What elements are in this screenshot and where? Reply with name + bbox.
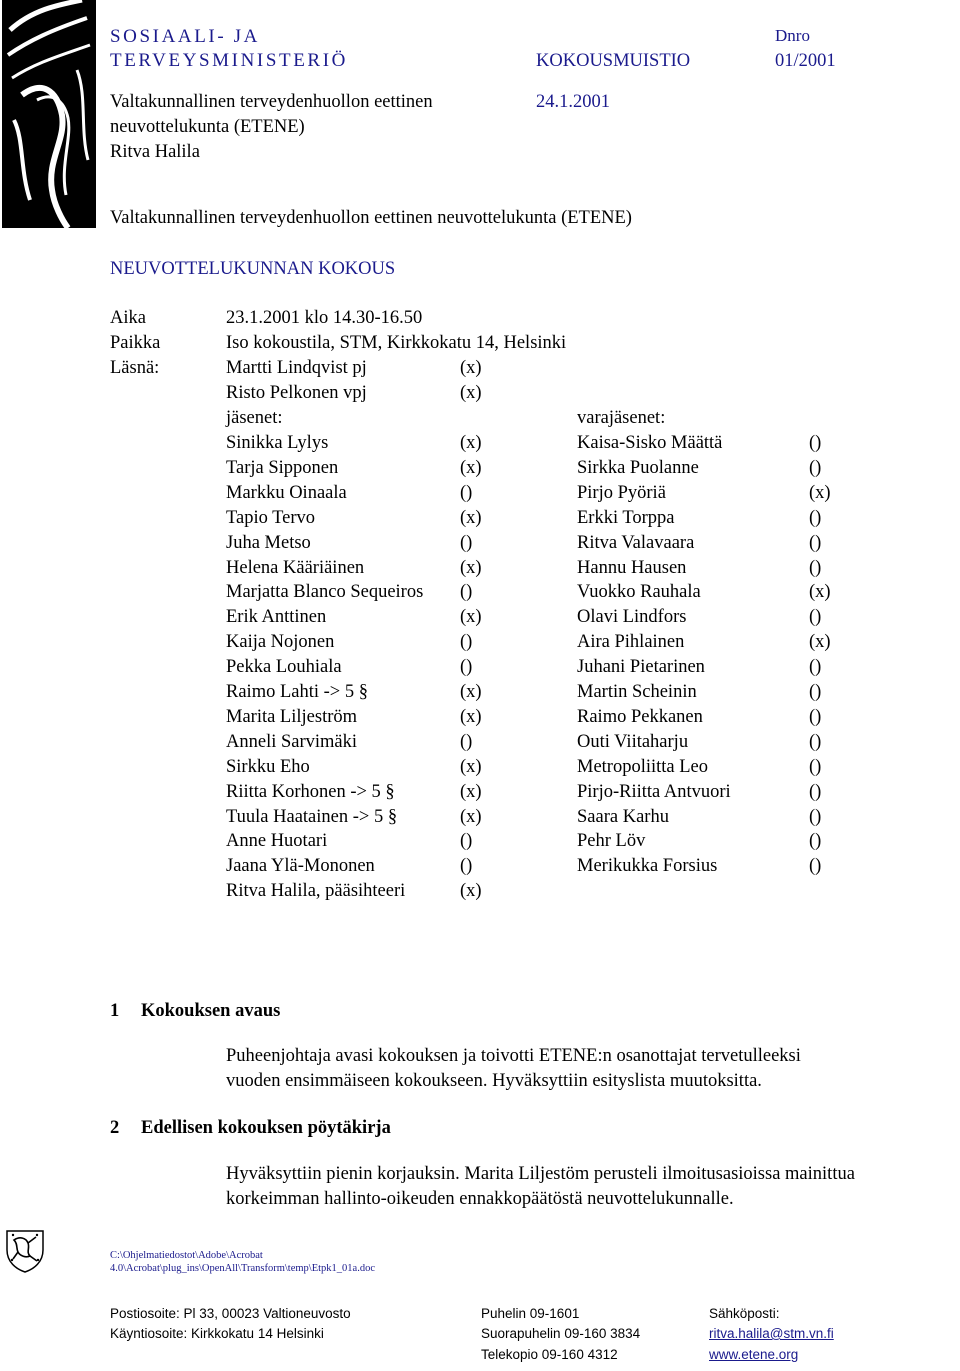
section-2-title: Edellisen kokouksen pöytäkirja: [141, 1118, 391, 1138]
deputy-mark: (): [809, 433, 822, 453]
member-name: Marjatta Blanco Sequeiros: [226, 582, 424, 603]
email-label: Sähköposti:: [709, 1306, 780, 1321]
deputy-name: Pirjo-Riitta Antvuori: [577, 781, 731, 802]
deputy-name: Aira Pihlainen: [577, 632, 685, 653]
section-2-line1: Hyväksyttiin pienin korjauksin. Marita Liljestöm perusteli ilmoitusasioissa mainittua: [226, 1164, 855, 1184]
member-name: Riitta Korhonen -> 5 §: [226, 781, 395, 802]
member-name: Anne Huotari: [226, 831, 328, 852]
member-name: Kaija Nojonen: [226, 632, 335, 653]
deputy-mark: (): [809, 607, 822, 628]
member-name: Anneli Sarvimäki: [226, 731, 358, 752]
member-mark: (x): [460, 806, 482, 827]
logo-swirl-icon: [2, 0, 96, 228]
deputy-name: Pirjo Pyöriä: [577, 482, 666, 503]
member-mark: (): [460, 731, 473, 752]
deputy-mark: (): [809, 457, 822, 478]
present-label: Läsnä:: [110, 358, 160, 378]
ministry-name-line1: SOSIAALI- JA: [110, 26, 260, 47]
dnro-value: 01/2001: [775, 51, 836, 71]
section-1-number: 1: [110, 1001, 120, 1021]
fax: Telekopio 09-160 4312: [481, 1347, 618, 1362]
ministry-name-line2: TERVEYSMINISTERIÖ: [110, 50, 348, 71]
member-mark: (x): [460, 433, 482, 453]
section-1-line2: vuoden ensimmäiseen kokoukseen. Hyväksyttiin esityslista muutoksitta.: [226, 1071, 762, 1091]
member-name: Erik Anttinen: [226, 607, 327, 628]
deputy-name: Merikukka Forsius: [577, 856, 718, 877]
phone: Puhelin 09-1601: [481, 1306, 580, 1321]
member-mark: (x): [460, 557, 482, 578]
sender-line3: Ritva Halila: [110, 142, 200, 162]
chair-name: Martti Lindqvist pj: [226, 358, 367, 378]
member-mark: (): [460, 831, 473, 852]
member-name: Pekka Louhiala: [226, 657, 342, 678]
ministry-logo-graphic: [2, 0, 96, 228]
member-mark: (x): [460, 781, 482, 802]
member-mark: (): [460, 582, 473, 603]
deputy-name: Ritva Valavaara: [577, 532, 695, 553]
email-link[interactable]: ritva.halila@stm.vn.fi: [709, 1326, 834, 1341]
deputy-mark: (): [809, 856, 822, 877]
member-name: Tuula Haatainen -> 5 §: [226, 806, 398, 827]
place-label: Paikka: [110, 333, 161, 353]
deputy-name: Saara Karhu: [577, 806, 669, 827]
section-2-number: 2: [110, 1118, 120, 1138]
board-name: Valtakunnallinen terveydenhuollon eettinen neuvottelukunta (ETENE): [110, 208, 632, 228]
deputy-mark: (): [809, 806, 822, 827]
deputy-mark: (): [809, 682, 822, 702]
vice-chair-name: Risto Pelkonen vpj: [226, 383, 367, 403]
member-mark: (x): [460, 607, 482, 628]
deputy-name: Raimo Pekkanen: [577, 706, 703, 727]
document-type: KOKOUSMUISTIO: [536, 51, 691, 71]
file-path-line1: C:\Ohjelmatiedostot\Adobe\Acrobat: [110, 1250, 263, 1261]
member-name: Sirkku Eho: [226, 756, 310, 777]
members-header: jäsenet:: [226, 408, 283, 428]
deputy-name: Erkki Torppa: [577, 507, 675, 528]
deputy-name: Juhani Pietarinen: [577, 657, 705, 678]
deputy-mark: (): [809, 831, 822, 852]
sender-line2: neuvottelukunta (ETENE): [110, 117, 305, 137]
member-mark: (x): [460, 457, 482, 478]
vice-chair-mark: (x): [460, 383, 482, 403]
document-date: 24.1.2001: [536, 92, 610, 112]
chair-mark: (x): [460, 358, 482, 378]
direct-phone: Suorapuhelin 09-160 3834: [481, 1326, 641, 1341]
deputy-mark: (): [809, 657, 822, 678]
member-mark: (): [460, 632, 473, 653]
member-mark: (): [460, 482, 473, 503]
deputy-name: Pehr Löv: [577, 831, 646, 852]
deputy-name: Sirkka Puolanne: [577, 457, 699, 478]
member-mark: (x): [460, 682, 482, 702]
member-mark: (x): [460, 756, 482, 777]
deputy-mark: (x): [809, 632, 831, 653]
deputy-mark: (): [809, 756, 822, 777]
deputy-mark: (): [809, 731, 822, 752]
dnro-label: Dnro: [775, 26, 810, 45]
member-name: Helena Kääriäinen: [226, 557, 365, 578]
member-name: Jaana Ylä-Mononen: [226, 856, 375, 877]
member-name: Tapio Tervo: [226, 507, 316, 528]
member-mark: (): [460, 532, 473, 553]
place-value: Iso kokoustila, STM, Kirkkokatu 14, Helsinki: [226, 333, 567, 353]
file-path-line2: 4.0\Acrobat\plug_ins\OpenAll\Transform\temp\Etpk1_01a.doc: [110, 1263, 375, 1274]
sender-line1: Valtakunnallinen terveydenhuollon eettinen: [110, 92, 433, 112]
meeting-title: NEUVOTTELUKUNNAN KOKOUS: [110, 259, 396, 279]
member-mark: (): [460, 856, 473, 877]
section-1-line1: Puheenjohtaja avasi kokouksen ja toivotti ETENE:n osanottajat tervetulleeksi: [226, 1046, 801, 1066]
deputy-mark: (): [809, 532, 822, 553]
time-value: 23.1.2001 klo 14.30-16.50: [226, 308, 423, 328]
member-name: Markku Oinaala: [226, 482, 347, 503]
member-mark: (x): [460, 881, 482, 902]
coat-of-arms-icon: [4, 1228, 46, 1279]
deputy-mark: (): [809, 557, 822, 578]
deputy-name: Outi Viitaharju: [577, 731, 689, 752]
member-name: Raimo Lahti -> 5 §: [226, 682, 368, 702]
deputy-mark: (): [809, 706, 822, 727]
deputies-header: varajäsenet:: [577, 408, 666, 428]
time-label: Aika: [110, 308, 146, 328]
deputy-mark: (x): [809, 582, 831, 603]
section-2-line2: korkeimman hallinto-oikeuden ennakkopäätöstä neuvottelukunnalle.: [226, 1189, 734, 1209]
member-name: Tarja Sipponen: [226, 457, 339, 478]
deputy-name: Hannu Hausen: [577, 557, 687, 578]
website-link[interactable]: www.etene.org: [709, 1347, 799, 1362]
deputy-name: Kaisa-Sisko Määttä: [577, 433, 723, 453]
deputy-mark: (): [809, 507, 822, 528]
member-name: Sinikka Lylys: [226, 433, 329, 453]
postal-address: Postiosoite: Pl 33, 00023 Valtioneuvosto: [110, 1306, 351, 1321]
member-mark: (x): [460, 706, 482, 727]
member-mark: (x): [460, 507, 482, 528]
deputy-mark: (): [809, 781, 822, 802]
member-name: Marita Liljeström: [226, 706, 358, 727]
member-name: Juha Metso: [226, 532, 311, 553]
deputy-name: Olavi Lindfors: [577, 607, 687, 628]
member-mark: (): [460, 657, 473, 678]
deputy-name: Metropoliitta Leo: [577, 756, 709, 777]
deputy-mark: (x): [809, 482, 831, 503]
section-1-title: Kokouksen avaus: [141, 1001, 281, 1021]
visiting-address: Käyntiosoite: Kirkkokatu 14 Helsinki: [110, 1326, 324, 1341]
deputy-name: Vuokko Rauhala: [577, 582, 701, 603]
deputy-name: Martin Scheinin: [577, 682, 697, 702]
member-name: Ritva Halila, pääsihteeri: [226, 881, 406, 902]
